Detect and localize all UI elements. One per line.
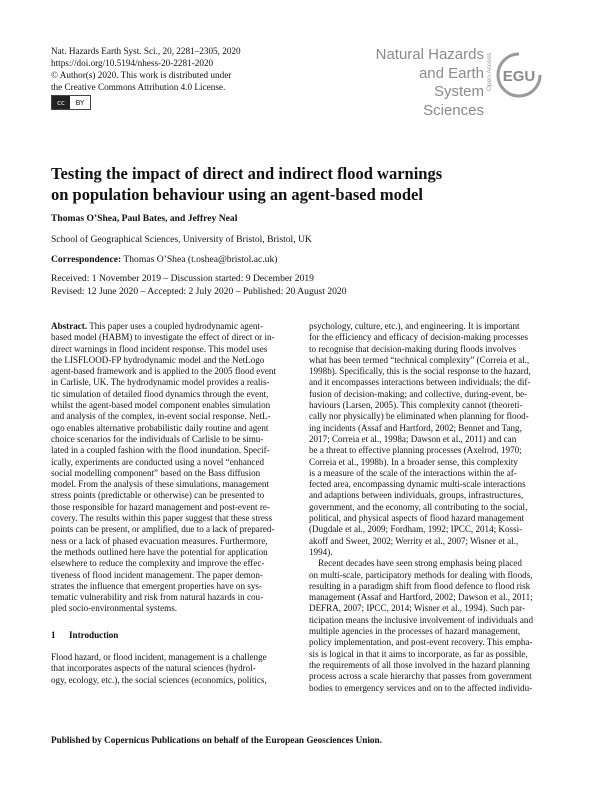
abstract-line: the LISFLOOD-FP hydrodynamic model and the NetLogo bbox=[51, 354, 265, 365]
body-line: (Dugdale et al., 2009; Fordham, 1992; IPCC, 2014; Kossi- bbox=[309, 524, 523, 535]
by-icon: BY bbox=[75, 98, 85, 107]
publisher-footer: Published by Copernicus Publications on behalf of the European Geosciences Union. bbox=[51, 735, 382, 745]
abstract-line: in Carlisle, UK. The hydrodynamic model provides a realis- bbox=[51, 377, 270, 388]
cc-icon: cc bbox=[52, 96, 70, 109]
abstract-line: ness or a lack of phased evacuation measures. Furthermore, bbox=[51, 535, 268, 546]
abstract-line: tiveness of flood incident management. The paper demon- bbox=[51, 569, 263, 580]
abstract-line: those responsible for hazard management and post-event re- bbox=[51, 501, 270, 512]
dates-line: Revised: 12 June 2020 – Accepted: 2 July 2020 – Published: 20 August 2020 bbox=[51, 286, 347, 297]
abstract-line: covery. The results within this paper suggest that these stress bbox=[51, 513, 272, 524]
title-line: Testing the impact of direct and indirect flood warnings bbox=[51, 164, 443, 183]
journal-name-line: Sciences bbox=[423, 101, 484, 119]
body-line: multiple agencies in the processes of hazard management, bbox=[309, 626, 521, 637]
abstract-line: the methods outlined here have the potential for application bbox=[51, 546, 268, 557]
body-line: and adaptions between individuals, groups, infrastructures, bbox=[309, 490, 524, 501]
body-line: bodies to emergency services and on to the affected individu- bbox=[309, 682, 533, 693]
open-access-label: Open Access bbox=[486, 52, 493, 92]
egu-logo-text: EGU bbox=[502, 68, 536, 85]
body-line: 1994). bbox=[309, 546, 333, 557]
body-line: and it encompasses interactions between individuals; the dif- bbox=[309, 377, 531, 388]
abstract-line: social modelling component” based on the Bass diffusion bbox=[51, 467, 261, 478]
authors: Thomas O’Shea, Paul Bates, and Jeffrey Neal bbox=[51, 213, 238, 224]
body-line: is a measure of the scale of the interactions within the af- bbox=[309, 467, 517, 478]
journal-name bbox=[372, 46, 484, 120]
abstract-line: choice scenarios for the individuals of Carlisle to be simu- bbox=[51, 433, 264, 444]
correspondence-label: Correspondence: bbox=[51, 254, 122, 265]
body-line: akoff and Sweet, 2002; Werrity et al., 2007; Wisner et al., bbox=[309, 535, 519, 546]
abstract-line: agent-based framework and is applied to the 2005 flood event bbox=[51, 366, 276, 377]
body-line: management (Assaf and Hartford, 2002; Dawson et al., 2011; bbox=[309, 592, 533, 603]
body-line: cally nor physically) be eliminated when planning for flood- bbox=[309, 411, 529, 422]
abstract-line: strates the influence that emergent properties have on sys- bbox=[51, 580, 262, 591]
abstract-line: points can be present, or amplified, due to a lack of prepared- bbox=[51, 524, 275, 535]
correspondence bbox=[51, 254, 277, 265]
body-line: policy implementation, and post-event recovery. This empha- bbox=[309, 637, 533, 648]
abstract-line: elsewhere to reduce the complexity and improve the effec- bbox=[51, 558, 265, 569]
body-text-right-column bbox=[309, 321, 548, 694]
abstract-line: lated in a coupled fashion with the flood inundation. Specif- bbox=[51, 445, 270, 456]
abstract bbox=[51, 321, 290, 615]
section-title: Introduction bbox=[69, 630, 119, 640]
body-line: for the efficiency and efficacy of decision-making processes bbox=[309, 332, 529, 343]
body-line: what has been termed “technical complexity” (Correia et al., bbox=[309, 354, 530, 365]
body-line: ing incidents (Assaf and Hartford, 2002; Bennet and Tang, bbox=[309, 422, 522, 433]
abstract-line: whilst the agent-based model component enables simulation bbox=[51, 400, 271, 411]
journal-name-line: Natural Hazards bbox=[375, 46, 484, 63]
body-line: psychology, culture, etc.), and engineering. It is important bbox=[309, 321, 520, 331]
body-line: 2017; Correia et al., 1998a; Dawson et al., 2011) and can bbox=[309, 433, 517, 444]
journal-logo bbox=[372, 46, 552, 119]
license-line: the Creative Commons Attribution 4.0 License. bbox=[51, 82, 226, 92]
abstract-text: This paper uses a coupled hydrodynamic agent- bbox=[87, 321, 263, 331]
intro-line: that incorporates aspects of the natural sciences (hydrol- bbox=[51, 663, 256, 674]
body-line: resulting in a paradigm shift from flood defence to flood risk bbox=[309, 580, 531, 591]
intro-line: Flood hazard, or flood incident, management is a challenge bbox=[51, 652, 267, 662]
body-line: the requirements of all those involved in the hazard planning bbox=[309, 659, 530, 670]
dates-line: Received: 1 November 2019 – Discussion started: 9 December 2019 bbox=[51, 273, 314, 284]
copyright-line: © Author(s) 2020. This work is distributed under bbox=[51, 70, 232, 80]
body-line: process across a scale hierarchy that passes from government bbox=[309, 671, 532, 682]
abstract-line: pled socio-environmental systems. bbox=[51, 603, 178, 614]
abstract-label: Abstract. bbox=[51, 321, 88, 331]
abstract-line: ically, experiments are conducted using a novel “enhanced bbox=[51, 456, 265, 467]
title-line: on population behaviour using an agent-based model bbox=[51, 185, 423, 204]
abstract-line: based model (HABM) to investigate the effect of direct or in- bbox=[51, 332, 275, 343]
introduction-text bbox=[51, 652, 290, 686]
affiliation: School of Geographical Sciences, University of Bristol, Bristol, UK bbox=[51, 234, 312, 245]
body-line: Correia et al., 1998b). In a broader sense, this complexity bbox=[309, 456, 518, 467]
abstract-line: ogo enables alternative probabilistic daily routine and agent bbox=[51, 422, 269, 433]
body-line: Recent decades have seen strong emphasis being placed bbox=[309, 558, 522, 569]
body-line: government, and the economy, all contributing to the social, bbox=[309, 501, 528, 512]
body-line: 1998b). Specifically, this is the social response to the hazard, bbox=[309, 366, 531, 377]
body-line: ticipation means the inclusive involvement of individuals and bbox=[309, 614, 534, 625]
abstract-line: stress points (predictable or otherwise) can be presented to bbox=[51, 490, 265, 501]
citation-block bbox=[51, 45, 241, 93]
body-line: on multi-scale, participatory methods for dealing with floods, bbox=[309, 569, 533, 580]
body-line: DEFRA, 2007; IPCC, 2014; Wisner et al., 1994). Such par- bbox=[309, 603, 526, 614]
egu-logo-icon bbox=[496, 52, 542, 98]
body-line: fusion of decision-making; and collective, during-event, be- bbox=[309, 388, 528, 399]
body-line: sis is logical in that it aims to incorporate, as far as possible, bbox=[309, 648, 528, 659]
body-line: fected area, encompassing dynamic multi-scale interactions bbox=[309, 479, 526, 490]
article-dates bbox=[51, 272, 347, 298]
abstract-line: direct warnings in flood incident response. This model uses bbox=[51, 343, 268, 354]
body-line: to recognise that decision-making during floods involves bbox=[309, 343, 517, 354]
abstract-line: tematic vulnerability and risk from natural hazards in cou- bbox=[51, 592, 264, 603]
correspondence-value[interactable]: Thomas O’Shea (t.oshea@bristol.ac.uk) bbox=[121, 254, 278, 265]
body-line: be a threat to effective planning processes (Axelrod, 1970; bbox=[309, 445, 522, 456]
citation-line: Nat. Hazards Earth Syst. Sci., 20, 2281–2305, 2020 bbox=[51, 46, 241, 56]
abstract-line: model. From the analysis of these simulations, management bbox=[51, 479, 269, 490]
abstract-first-line bbox=[51, 321, 290, 332]
journal-name-line: and Earth System bbox=[418, 64, 484, 100]
intro-line: ogy, ecology, etc.), the social sciences (economics, politics, bbox=[51, 674, 267, 685]
cc-by-license-icon[interactable] bbox=[51, 95, 91, 110]
doi-link[interactable]: https://doi.org/10.5194/nhess-20-2281-2020 bbox=[51, 58, 214, 68]
abstract-line: tic simulation of detailed flood dynamics through the event, bbox=[51, 388, 269, 399]
section-number: 1 bbox=[51, 630, 56, 640]
body-line: political, and physical aspects of flood hazard management bbox=[309, 513, 525, 524]
section-heading-introduction bbox=[51, 630, 118, 640]
abstract-line: and analysis of the complex, in-event social response. NetL- bbox=[51, 411, 271, 422]
article-title bbox=[51, 163, 471, 205]
body-line: haviours (Larsen, 2005). This complexity cannot (theoreti- bbox=[309, 400, 523, 411]
